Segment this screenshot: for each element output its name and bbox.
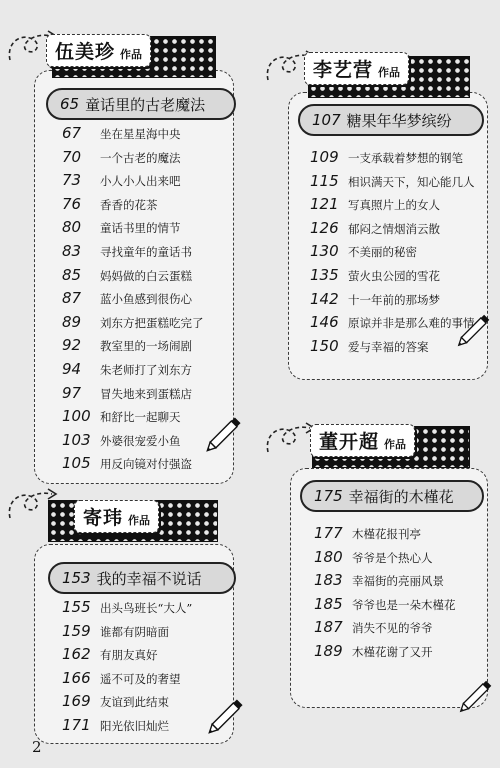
section-heading (300, 480, 484, 512)
chapter-title: 香香的花茶 (100, 197, 158, 212)
chapter-title: 刘东方把蛋糕吃完了 (100, 315, 204, 330)
section-heading-page: 107 (312, 111, 341, 129)
chapter-title: 相识满天下，知心能几人 (348, 174, 475, 189)
list-item (62, 384, 204, 408)
chapter-page: 76 (62, 194, 82, 213)
chapter-title: 坐在星星海中央 (100, 127, 181, 141)
chapter-list (310, 148, 475, 360)
chapter-page: 159 (62, 621, 91, 640)
list-item (310, 313, 475, 337)
author-name: 李艺营 (313, 59, 374, 81)
chapter-page: 150 (310, 336, 339, 355)
chapter-page: 135 (310, 265, 339, 284)
chapter-title: 爷爷也是一朵木槿花 (352, 597, 456, 612)
chapter-page: 67 (62, 124, 82, 142)
section-heading (298, 104, 484, 136)
chapter-page: 92 (62, 336, 82, 355)
section-heading-page: 175 (314, 487, 343, 505)
chapter-title: 一个古老的魔法 (100, 150, 181, 165)
chapter-title: 木槿花报刊亭 (352, 527, 421, 541)
chapter-page: 183 (314, 571, 343, 590)
list-item (62, 716, 192, 740)
chapter-page: 70 (62, 147, 82, 166)
chapter-page: 105 (62, 454, 91, 473)
chapter-title: 童话书里的情节 (100, 221, 181, 236)
chapter-title: 遥不可及的奢望 (100, 671, 181, 686)
chapter-page: 155 (62, 598, 91, 616)
chapter-page: 142 (310, 289, 339, 308)
list-item (314, 548, 456, 572)
list-item (62, 195, 204, 219)
zuopin-label: 作品 (128, 514, 151, 527)
list-item (62, 360, 204, 384)
page-number: 2 (32, 738, 42, 756)
author-name-pill (74, 500, 159, 533)
list-item (62, 313, 204, 337)
section-heading (46, 88, 236, 120)
chapter-title: 蓝小鱼感到很伤心 (100, 292, 192, 307)
list-item (314, 524, 456, 548)
chapter-title: 阳光依旧灿烂 (100, 718, 169, 733)
chapter-page: 109 (310, 148, 339, 166)
list-item (62, 289, 204, 313)
chapter-page: 171 (62, 715, 91, 734)
author-name-pill (310, 424, 415, 457)
author-name-pill (46, 34, 151, 67)
chapter-page: 97 (62, 383, 82, 402)
chapter-page: 89 (62, 312, 82, 331)
list-item (62, 645, 192, 669)
list-item (310, 290, 475, 314)
section-heading-page: 153 (62, 569, 91, 587)
pencil-icon (200, 408, 250, 458)
chapter-list (62, 598, 192, 740)
chapter-title: 寻找童年的童话书 (100, 244, 192, 259)
zuopin-label: 作品 (384, 438, 407, 451)
chapter-page: 177 (314, 524, 343, 542)
section-heading-title: 我的幸福不说话 (96, 569, 202, 588)
chapter-title: 妈妈做的白云蛋糕 (100, 268, 192, 283)
chapter-page: 169 (62, 692, 91, 711)
list-item (62, 124, 204, 148)
list-item (62, 407, 204, 431)
chapter-page: 162 (62, 645, 91, 664)
section-heading-page: 65 (60, 95, 80, 113)
pencil-icon (452, 306, 498, 352)
chapter-title: 友谊到此结束 (100, 695, 169, 710)
chapter-page: 126 (310, 218, 339, 237)
chapter-title: 原谅并非是那么难的事情 (348, 316, 475, 331)
chapter-page: 121 (310, 195, 339, 214)
author-name-pill (304, 52, 409, 85)
chapter-page: 189 (314, 641, 343, 660)
chapter-list (314, 524, 456, 666)
list-item (310, 195, 475, 219)
chapter-title: 朱老师打了刘东方 (100, 362, 192, 377)
list-item (62, 454, 204, 478)
author-name: 董开超 (319, 431, 380, 453)
chapter-page: 115 (310, 171, 339, 190)
chapter-title: 爷爷是个热心人 (352, 550, 433, 565)
list-item (62, 242, 204, 266)
chapter-title: 郁闷之情烟消云散 (348, 221, 440, 236)
list-item (314, 571, 456, 595)
author-name: 伍美珍 (55, 41, 116, 63)
chapter-title: 十一年前的那场梦 (348, 292, 440, 307)
chapter-page: 85 (62, 265, 82, 284)
chapter-page: 87 (62, 289, 82, 308)
list-item (310, 219, 475, 243)
chapter-title: 萤火虫公园的雪花 (348, 268, 440, 283)
chapter-page: 166 (62, 668, 91, 687)
zuopin-label: 作品 (120, 48, 143, 61)
chapter-title: 教室里的一场闹剧 (100, 339, 192, 354)
list-item (62, 431, 204, 455)
chapter-title: 木槿花谢了又开 (352, 644, 433, 659)
chapter-page: 73 (62, 171, 82, 190)
chapter-page: 83 (62, 241, 82, 260)
chapter-title: 写真照片上的女人 (348, 198, 440, 213)
chapter-title: 谁都有阴暗面 (100, 624, 169, 639)
list-item (62, 669, 192, 693)
chapter-title: 和舒比一起聊天 (100, 410, 181, 425)
list-item (310, 148, 475, 172)
list-item (310, 242, 475, 266)
chapter-title: 不美丽的秘密 (348, 245, 417, 260)
chapter-title: 消失不见的爷爷 (352, 621, 433, 636)
chapter-page: 103 (62, 430, 91, 449)
chapter-title: 用反向镜对付强盗 (100, 457, 192, 472)
list-item (310, 172, 475, 196)
list-item (62, 692, 192, 716)
list-item (62, 336, 204, 360)
list-item (62, 266, 204, 290)
list-item (310, 337, 475, 361)
chapter-title: 出头鸟班长“大人” (100, 601, 193, 615)
list-item (314, 642, 456, 666)
list-item (314, 595, 456, 619)
section-heading-title: 糖果年华梦缤纷 (346, 111, 452, 130)
chapter-title: 有朋友真好 (100, 648, 158, 663)
chapter-page: 180 (314, 547, 343, 566)
chapter-page: 187 (314, 618, 343, 637)
chapter-title: 幸福街的亮丽风景 (352, 574, 444, 589)
chapter-page: 94 (62, 359, 82, 378)
section-heading-title: 幸福街的木槿花 (348, 487, 454, 506)
pencil-icon (202, 690, 252, 740)
section-heading (48, 562, 236, 594)
chapter-title: 小人小人出来吧 (100, 174, 181, 189)
chapter-title: 爱与幸福的答案 (348, 339, 429, 354)
section-heading-title: 童话里的古老魔法 (85, 95, 206, 114)
list-item (62, 218, 204, 242)
list-item (62, 598, 192, 622)
list-item (62, 171, 204, 195)
author-name: 寄玮 (83, 507, 124, 529)
chapter-list (62, 124, 204, 478)
pencil-icon (454, 672, 500, 718)
chapter-page: 80 (62, 218, 82, 237)
list-item (310, 266, 475, 290)
zuopin-label: 作品 (378, 66, 401, 79)
chapter-page: 100 (62, 407, 91, 426)
list-item (62, 622, 192, 646)
chapter-title: 外婆很宠爱小鱼 (100, 433, 181, 448)
list-item (314, 618, 456, 642)
chapter-page: 146 (310, 313, 339, 332)
list-item (62, 148, 204, 172)
chapter-title: 冒失地来到蛋糕店 (100, 386, 192, 401)
chapter-page: 185 (314, 594, 343, 613)
chapter-title: 一支承载着梦想的钢笔 (348, 151, 463, 165)
chapter-page: 130 (310, 242, 339, 261)
